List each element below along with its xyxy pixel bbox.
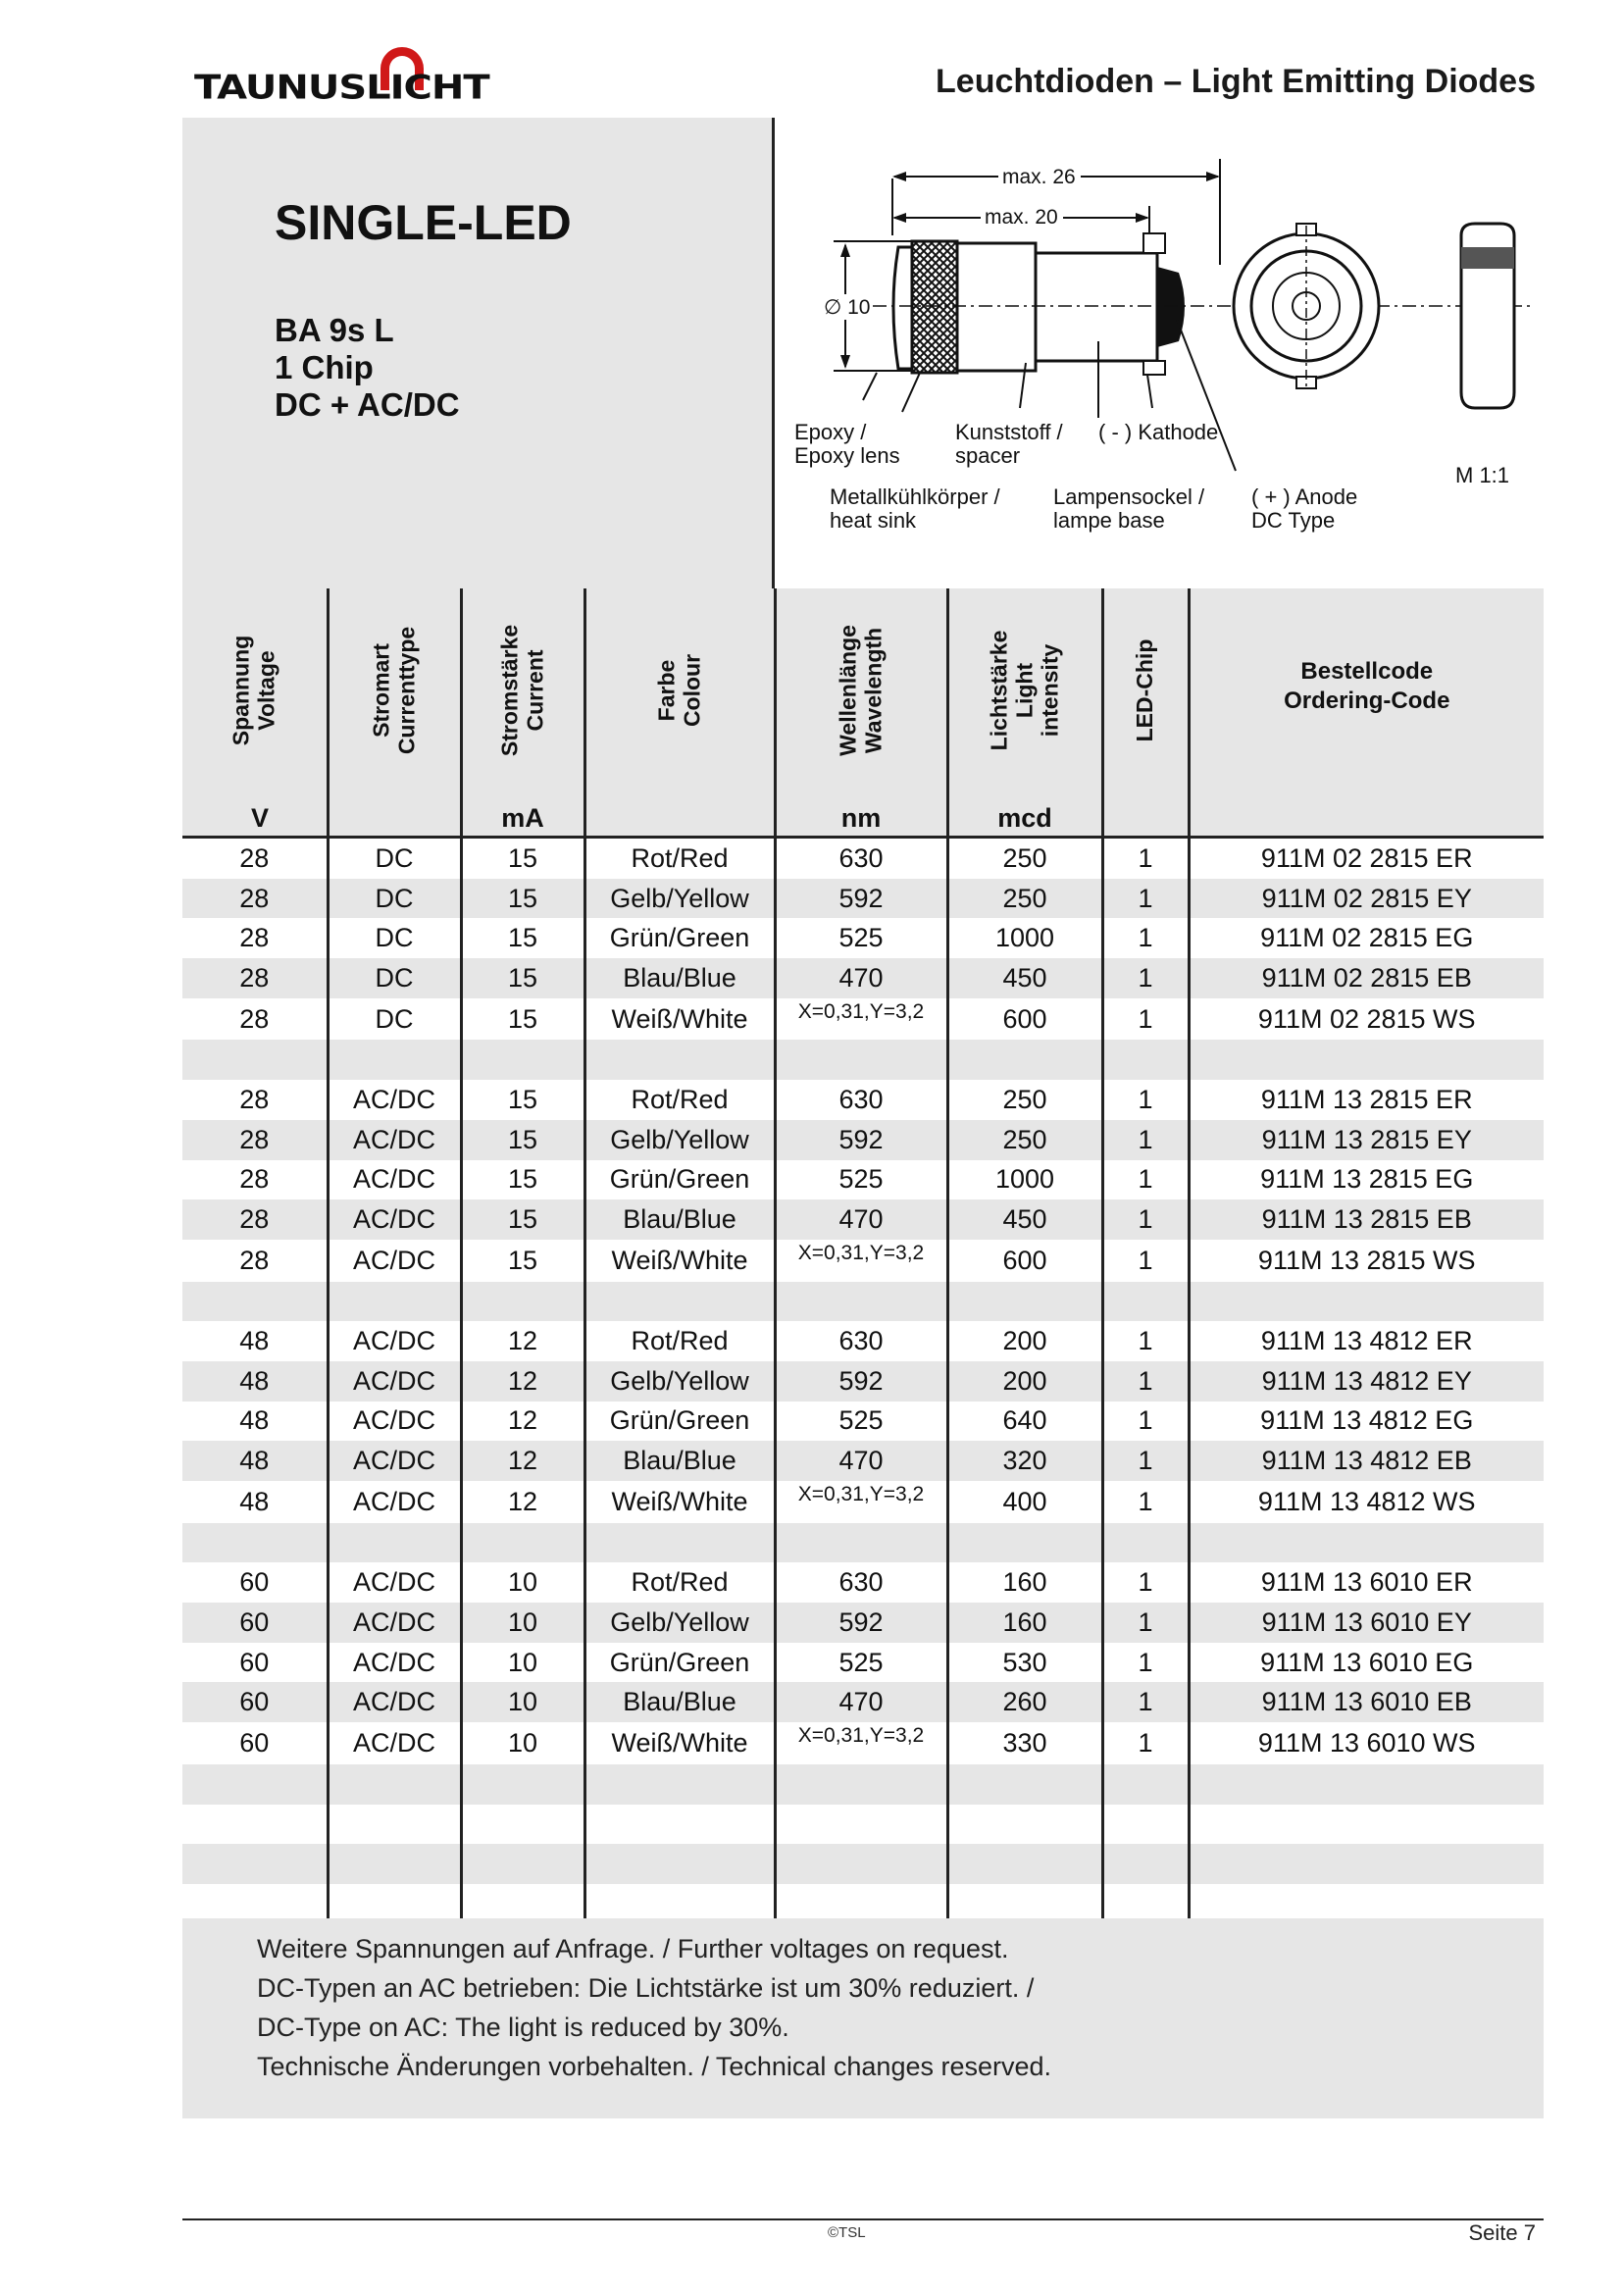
wavelength-cell xyxy=(775,1805,947,1845)
voltage-cell xyxy=(182,1523,328,1563)
label-epoxy-line2: Epoxy lens xyxy=(794,443,900,468)
currenttype-cell xyxy=(328,1282,461,1322)
ordering-code-cell: 911M 13 6010 EY xyxy=(1189,1603,1544,1643)
ordering-code-cell: 911M 13 4812 ER xyxy=(1260,1326,1473,1356)
col-chip: LED-Chip xyxy=(1102,588,1189,838)
chip-cell: 1 xyxy=(1102,1682,1189,1722)
wavelength-cell: 470 xyxy=(775,1441,947,1481)
table-row xyxy=(182,1481,1544,1523)
ordering-code-cell: 911M 13 6010 EG xyxy=(1260,1647,1474,1677)
intensity-cell: 400 xyxy=(947,1481,1102,1523)
intensity-cell: 530 xyxy=(947,1643,1102,1683)
wavelength-cell: 592 xyxy=(775,1361,947,1402)
chip-cell: 1 xyxy=(1102,1120,1189,1160)
brand-logo xyxy=(194,47,508,116)
intensity-cell: 200 xyxy=(947,1361,1102,1402)
currenttype-cell xyxy=(328,1764,461,1805)
col-wavelength: Wellenlänge Wavelength nm xyxy=(775,588,947,838)
chip-cell: 1 xyxy=(1102,1603,1189,1643)
colour-cell xyxy=(584,1764,775,1805)
product-chips: 1 Chip xyxy=(275,349,374,385)
product-table-wrapper xyxy=(182,588,1544,1963)
intensity-cell xyxy=(947,1844,1102,1884)
intensity-cell xyxy=(947,1282,1102,1322)
colour-cell xyxy=(584,1805,775,1845)
table-row xyxy=(182,1040,1544,1080)
table-row xyxy=(182,838,1544,879)
chip-cell: 1 xyxy=(1102,918,1189,958)
product-name: SINGLE-LED xyxy=(275,195,572,250)
table-row xyxy=(182,1643,1544,1683)
label-heatsink-line1: Metallkühlkörper / xyxy=(830,484,1000,509)
footer-divider xyxy=(182,2218,1544,2220)
currenttype-cell: AC/DC xyxy=(328,1481,461,1523)
chip-cell xyxy=(1102,1764,1189,1805)
intensity-cell: 200 xyxy=(947,1321,1102,1361)
voltage-cell: 28 xyxy=(182,958,328,998)
currenttype-cell xyxy=(328,1523,461,1563)
table-row xyxy=(182,1120,1544,1160)
voltage-cell xyxy=(182,1282,328,1322)
currenttype-cell: AC/DC xyxy=(328,1199,461,1240)
ordering-code-cell: 911M 13 4812 EG xyxy=(1260,1405,1474,1436)
wavelength-cell: 525 xyxy=(775,1402,947,1442)
ordering-code-cell xyxy=(1189,1764,1544,1805)
chip-cell: 1 xyxy=(1102,1199,1189,1240)
currenttype-cell: DC xyxy=(328,879,461,919)
intensity-cell: 330 xyxy=(947,1722,1102,1764)
voltage-cell xyxy=(182,1040,328,1080)
wavelength-cell: X=0,31,Y=3,2 xyxy=(775,998,947,1041)
table-row xyxy=(182,1562,1544,1603)
ordering-code-cell: 911M 02 2815 EB xyxy=(1189,958,1544,998)
chip-cell: 1 xyxy=(1102,1481,1189,1523)
copyright: ©TSL xyxy=(828,2224,866,2241)
colour-cell: Blau/Blue xyxy=(584,1441,775,1481)
wavelength-cell: 630 xyxy=(775,838,947,879)
ordering-code-cell: 911M 13 4812 EB xyxy=(1189,1441,1544,1481)
current-cell xyxy=(461,1282,584,1322)
wavelength-cell: 630 xyxy=(775,1080,947,1120)
current-cell: 12 xyxy=(461,1361,584,1402)
intensity-cell xyxy=(947,1764,1102,1805)
chip-cell xyxy=(1102,1282,1189,1322)
col-ordering-code: Bestellcode Ordering-Code xyxy=(1189,588,1544,838)
currenttype-cell xyxy=(328,1040,461,1080)
intensity-cell: 160 xyxy=(947,1603,1102,1643)
table-row xyxy=(182,1402,1544,1442)
label-heatsink-line2: heat sink xyxy=(830,508,917,533)
currenttype-cell: AC/DC xyxy=(328,1120,461,1160)
chip-cell xyxy=(1102,1040,1189,1080)
label-base-line1: Lampensockel / xyxy=(1053,484,1205,509)
wavelength-cell: 525 xyxy=(775,1643,947,1683)
current-cell: 15 xyxy=(461,918,584,958)
colour-cell: Grün/Green xyxy=(584,1643,775,1683)
dim-diameter-label: ∅ 10 xyxy=(824,296,871,319)
intensity-cell xyxy=(947,1805,1102,1845)
table-row xyxy=(182,918,1544,958)
ordering-code-cell xyxy=(1189,1040,1544,1080)
wavelength-cell: 630 xyxy=(775,1562,947,1603)
voltage-cell: 60 xyxy=(182,1682,328,1722)
voltage-cell: 60 xyxy=(182,1603,328,1643)
colour-cell: Grün/Green xyxy=(584,918,775,958)
note-line-2: DC-Typen an AC betrieben: Die Lichtstärke ist um 30% reduziert. / xyxy=(257,1973,1035,2003)
wavelength-cell: 630 xyxy=(775,1321,947,1361)
label-base-line2: lampe base xyxy=(1053,508,1165,533)
voltage-cell xyxy=(182,1764,328,1805)
current-cell: 15 xyxy=(461,838,584,879)
dim-total-label: max. 26 xyxy=(1002,166,1076,188)
table-row xyxy=(182,1080,1544,1120)
voltage-cell: 28 xyxy=(182,918,328,958)
current-cell xyxy=(461,1764,584,1805)
ordering-code-cell: 911M 13 6010 EB xyxy=(1189,1682,1544,1722)
intensity-cell: 640 xyxy=(947,1402,1102,1442)
wavelength-cell xyxy=(775,1282,947,1322)
current-cell: 15 xyxy=(461,998,584,1041)
ordering-code-cell xyxy=(1189,1844,1544,1884)
current-cell: 12 xyxy=(461,1481,584,1523)
document-title: Leuchtdioden – Light Emitting Diodes xyxy=(936,63,1536,100)
colour-cell xyxy=(584,1040,775,1080)
product-type: DC + AC/DC xyxy=(275,386,460,423)
voltage-cell xyxy=(182,1844,328,1884)
chip-cell: 1 xyxy=(1102,1080,1189,1120)
currenttype-cell xyxy=(328,1805,461,1845)
ordering-code-cell: 911M 02 2815 EY xyxy=(1189,879,1544,919)
dimension-drawing xyxy=(775,118,1544,588)
current-cell xyxy=(461,1523,584,1563)
table-row xyxy=(182,958,1544,998)
wavelength-cell xyxy=(775,1523,947,1563)
wavelength-cell: X=0,31,Y=3,2 xyxy=(775,1722,947,1764)
voltage-cell: 28 xyxy=(182,998,328,1041)
colour-cell: Weiß/White xyxy=(584,1722,775,1764)
ordering-code-cell: 911M 02 2815 WS xyxy=(1257,1003,1476,1034)
label-plastic-line1: Kunststoff / xyxy=(955,420,1063,444)
page-number: Seite 7 xyxy=(1468,2220,1536,2245)
chip-cell: 1 xyxy=(1102,958,1189,998)
colour-cell: Blau/Blue xyxy=(584,1199,775,1240)
voltage-cell: 48 xyxy=(182,1402,328,1442)
intensity-cell: 1000 xyxy=(947,918,1102,958)
voltage-cell: 28 xyxy=(182,1080,328,1120)
current-cell: 15 xyxy=(461,879,584,919)
wavelength-cell: 592 xyxy=(775,1120,947,1160)
table-row xyxy=(182,998,1544,1041)
chip-cell: 1 xyxy=(1102,1562,1189,1603)
currenttype-cell: DC xyxy=(328,918,461,958)
colour-cell: Grün/Green xyxy=(584,1160,775,1200)
table-row xyxy=(182,1722,1544,1764)
table-row xyxy=(182,1523,1544,1563)
wavelength-cell: 592 xyxy=(775,1603,947,1643)
voltage-cell: 28 xyxy=(182,1160,328,1200)
colour-cell: Gelb/Yellow xyxy=(584,1361,775,1402)
scale-label: M 1:1 xyxy=(1455,463,1510,487)
colour-cell: Weiß/White xyxy=(584,1240,775,1282)
colour-cell xyxy=(584,1282,775,1322)
currenttype-cell: DC xyxy=(328,838,461,879)
ordering-code-cell: 911M 13 2815 ER xyxy=(1260,1084,1473,1114)
voltage-cell: 28 xyxy=(182,838,328,879)
ordering-code-cell: 911M 02 2815 EG xyxy=(1260,923,1474,953)
current-cell xyxy=(461,1844,584,1884)
table-row xyxy=(182,1160,1544,1200)
currenttype-cell: AC/DC xyxy=(328,1441,461,1481)
label-anode-line1: ( + ) Anode xyxy=(1251,484,1358,509)
unit-voltage: V xyxy=(251,803,270,833)
wavelength-cell: 470 xyxy=(775,958,947,998)
current-cell: 15 xyxy=(461,1080,584,1120)
colour-cell xyxy=(584,1523,775,1563)
label-cathode: ( - ) Kathode xyxy=(1098,420,1219,444)
table-row xyxy=(182,1603,1544,1643)
wavelength-cell: 592 xyxy=(775,879,947,919)
currenttype-cell: DC xyxy=(328,998,461,1041)
intensity-cell: 320 xyxy=(947,1441,1102,1481)
wavelength-cell: 525 xyxy=(775,1160,947,1200)
current-cell: 15 xyxy=(461,1160,584,1200)
current-cell: 15 xyxy=(461,1240,584,1282)
ordering-code-cell: 911M 13 2815 EG xyxy=(1260,1164,1474,1195)
ordering-code-cell xyxy=(1189,1523,1544,1563)
current-cell xyxy=(461,1040,584,1080)
table-row xyxy=(182,1844,1544,1884)
colour-cell: Rot/Red xyxy=(584,838,775,879)
voltage-cell: 28 xyxy=(182,1240,328,1282)
voltage-cell: 48 xyxy=(182,1321,328,1361)
colour-cell: Blau/Blue xyxy=(584,1682,775,1722)
intensity-cell: 250 xyxy=(947,1080,1102,1120)
voltage-cell xyxy=(182,1805,328,1845)
colour-cell: Gelb/Yellow xyxy=(584,1120,775,1160)
product-base: BA 9s L xyxy=(275,312,394,348)
colour-cell: Weiß/White xyxy=(584,1481,775,1523)
wavelength-cell: 470 xyxy=(775,1199,947,1240)
currenttype-cell: AC/DC xyxy=(328,1562,461,1603)
ordering-code-cell: 911M 13 6010 WS xyxy=(1257,1727,1476,1758)
chip-cell: 1 xyxy=(1102,1321,1189,1361)
currenttype-cell xyxy=(328,1844,461,1884)
chip-cell: 1 xyxy=(1102,879,1189,919)
colour-cell: Blau/Blue xyxy=(584,958,775,998)
intensity-cell: 160 xyxy=(947,1562,1102,1603)
voltage-cell: 60 xyxy=(182,1722,328,1764)
table-row xyxy=(182,1682,1544,1722)
current-cell: 12 xyxy=(461,1402,584,1442)
current-cell: 10 xyxy=(461,1562,584,1603)
chip-cell: 1 xyxy=(1102,1722,1189,1764)
ordering-code-cell xyxy=(1189,1282,1544,1322)
voltage-cell: 28 xyxy=(182,1120,328,1160)
currenttype-cell: AC/DC xyxy=(328,1643,461,1683)
colour-cell: Grün/Green xyxy=(584,1402,775,1442)
chip-cell xyxy=(1102,1523,1189,1563)
current-cell: 15 xyxy=(461,1120,584,1160)
currenttype-cell: AC/DC xyxy=(328,1361,461,1402)
currenttype-cell: AC/DC xyxy=(328,1682,461,1722)
intensity-cell: 600 xyxy=(947,1240,1102,1282)
wavelength-cell xyxy=(775,1040,947,1080)
ordering-code-cell: 911M 13 6010 ER xyxy=(1260,1567,1473,1598)
chip-cell: 1 xyxy=(1102,1643,1189,1683)
note-line-1: Weitere Spannungen auf Anfrage. / Further voltages on request. xyxy=(257,1934,1009,1963)
currenttype-cell: AC/DC xyxy=(328,1160,461,1200)
table-row xyxy=(182,1199,1544,1240)
ordering-code-cell: 911M 02 2815 ER xyxy=(1260,842,1473,873)
colour-cell: Rot/Red xyxy=(584,1080,775,1120)
intensity-cell: 250 xyxy=(947,879,1102,919)
wavelength-cell xyxy=(775,1764,947,1805)
chip-cell: 1 xyxy=(1102,1160,1189,1200)
intensity-cell: 600 xyxy=(947,998,1102,1041)
table-row xyxy=(182,1282,1544,1322)
intensity-cell: 260 xyxy=(947,1682,1102,1722)
product-info xyxy=(182,118,775,588)
current-cell: 12 xyxy=(461,1441,584,1481)
label-anode-line2: DC Type xyxy=(1251,508,1336,533)
col-currenttype: Stromart Currenttype xyxy=(328,588,461,838)
current-cell: 10 xyxy=(461,1603,584,1643)
note-line-3: DC-Type on AC: The light is reduced by 30%. xyxy=(257,2013,789,2042)
chip-cell: 1 xyxy=(1102,1402,1189,1442)
product-table xyxy=(182,588,1544,1963)
led-dimension-diagram xyxy=(775,118,1544,588)
colour-cell: Weiß/White xyxy=(584,998,775,1041)
current-cell: 12 xyxy=(461,1321,584,1361)
col-intensity: Lichtstärke Light intensity mcd xyxy=(947,588,1102,838)
unit-current: mA xyxy=(501,803,544,833)
product-panel xyxy=(182,118,1544,591)
current-cell: 15 xyxy=(461,1199,584,1240)
chip-cell: 1 xyxy=(1102,998,1189,1041)
unit-intensity: mcd xyxy=(997,803,1052,833)
colour-cell: Gelb/Yellow xyxy=(584,1603,775,1643)
logo-wordmark: TAUNUSLICHT xyxy=(194,69,489,108)
voltage-cell: 28 xyxy=(182,879,328,919)
notes-box xyxy=(182,1918,1544,2118)
colour-cell: Gelb/Yellow xyxy=(584,879,775,919)
label-epoxy-line1: Epoxy / xyxy=(794,420,867,444)
current-cell: 10 xyxy=(461,1682,584,1722)
intensity-cell: 250 xyxy=(947,838,1102,879)
dim-body-label: max. 20 xyxy=(985,206,1058,229)
currenttype-cell: AC/DC xyxy=(328,1603,461,1643)
ordering-code-cell: 911M 13 2815 EB xyxy=(1189,1199,1544,1240)
intensity-cell: 450 xyxy=(947,1199,1102,1240)
table-body xyxy=(182,838,1544,1964)
voltage-cell: 48 xyxy=(182,1361,328,1402)
table-row xyxy=(182,1321,1544,1361)
currenttype-cell: AC/DC xyxy=(328,1722,461,1764)
label-plastic-line2: spacer xyxy=(955,443,1021,468)
current-cell: 15 xyxy=(461,958,584,998)
voltage-cell: 48 xyxy=(182,1481,328,1523)
current-cell: 10 xyxy=(461,1722,584,1764)
colour-cell xyxy=(584,1844,775,1884)
table-row xyxy=(182,1441,1544,1481)
chip-cell: 1 xyxy=(1102,838,1189,879)
intensity-cell xyxy=(947,1040,1102,1080)
table-header-row xyxy=(182,588,1544,838)
currenttype-cell: AC/DC xyxy=(328,1402,461,1442)
currenttype-cell: AC/DC xyxy=(328,1321,461,1361)
ordering-code-cell: 911M 13 4812 WS xyxy=(1257,1486,1476,1516)
table-row xyxy=(182,879,1544,919)
colour-cell: Rot/Red xyxy=(584,1321,775,1361)
voltage-cell: 48 xyxy=(182,1441,328,1481)
voltage-cell: 60 xyxy=(182,1562,328,1603)
wavelength-cell xyxy=(775,1844,947,1884)
table-row xyxy=(182,1361,1544,1402)
wavelength-cell: 525 xyxy=(775,918,947,958)
intensity-cell: 450 xyxy=(947,958,1102,998)
current-cell xyxy=(461,1805,584,1845)
ordering-code-cell: 911M 13 4812 EY xyxy=(1189,1361,1544,1402)
current-cell: 10 xyxy=(461,1643,584,1683)
ordering-code-cell: 911M 13 2815 WS xyxy=(1257,1245,1476,1275)
table-row xyxy=(182,1805,1544,1845)
voltage-cell: 60 xyxy=(182,1643,328,1683)
table-row xyxy=(182,1764,1544,1805)
table-row xyxy=(182,1240,1544,1282)
intensity-cell xyxy=(947,1523,1102,1563)
intensity-cell: 250 xyxy=(947,1120,1102,1160)
chip-cell: 1 xyxy=(1102,1441,1189,1481)
note-line-4: Technische Änderungen vorbehalten. / Technical changes reserved. xyxy=(257,2052,1052,2081)
voltage-cell: 28 xyxy=(182,1199,328,1240)
chip-cell xyxy=(1102,1805,1189,1845)
chip-cell xyxy=(1102,1844,1189,1884)
currenttype-cell: DC xyxy=(328,958,461,998)
wavelength-cell: X=0,31,Y=3,2 xyxy=(775,1481,947,1523)
chip-cell: 1 xyxy=(1102,1361,1189,1402)
wavelength-cell: X=0,31,Y=3,2 xyxy=(775,1240,947,1282)
colour-cell: Rot/Red xyxy=(584,1562,775,1603)
unit-wavelength: nm xyxy=(840,803,882,833)
intensity-cell: 1000 xyxy=(947,1160,1102,1200)
col-voltage: Spannung Voltage V xyxy=(182,588,328,838)
chip-cell: 1 xyxy=(1102,1240,1189,1282)
currenttype-cell: AC/DC xyxy=(328,1080,461,1120)
col-current: Stromstärke Current mA xyxy=(461,588,584,838)
wavelength-cell: 470 xyxy=(775,1682,947,1722)
col-colour: Farbe Colour xyxy=(584,588,775,838)
ordering-code-cell xyxy=(1189,1805,1544,1845)
ordering-code-cell: 911M 13 2815 EY xyxy=(1189,1120,1544,1160)
currenttype-cell: AC/DC xyxy=(328,1240,461,1282)
